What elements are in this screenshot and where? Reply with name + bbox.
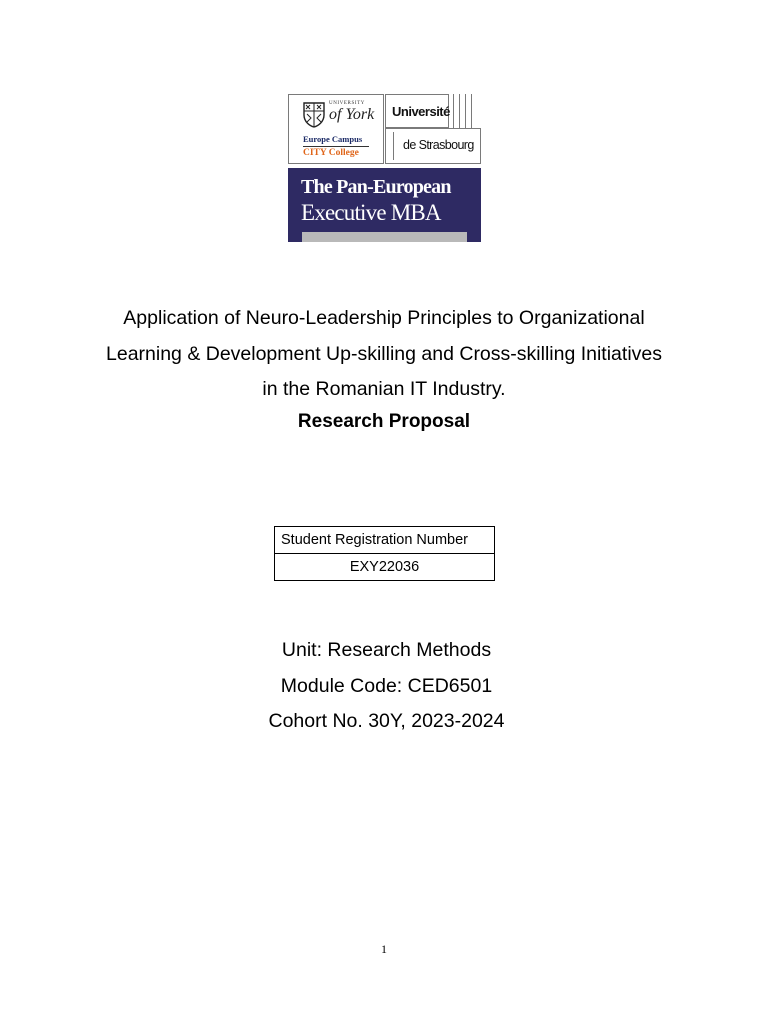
york-divider [303,146,369,147]
document-subtitle: Research Proposal [297,411,471,432]
title-line: Learning & Development Up-skilling and Cross-skilling Initiatives [106,342,662,365]
module-code: Module Code: CED6501 [280,674,493,697]
york-logo [288,94,384,164]
table-row [275,554,495,581]
registration-number: EXY22036 [275,554,495,581]
strasbourg-bar [453,94,454,128]
strasbourg-bar [471,94,472,128]
document-title [0,301,768,408]
title-line: in the Romanian IT Industry. [262,378,506,400]
mba-stripe [302,232,467,242]
york-name: of York [329,106,375,123]
mba-band [288,168,481,242]
registration-label: Student Registration Number [275,527,495,554]
unit-name: Unit: Research Methods [281,639,492,661]
york-crest-icon [303,102,325,128]
york-university-label: UNIVERSITY [329,101,365,106]
strasbourg-top-label: Université [392,104,450,119]
mba-title-line1: The Pan-European [301,176,451,198]
institution-logo [288,94,481,242]
strasbourg-bar [393,132,394,160]
table-row [275,527,495,554]
york-campus-label: Europe Campus [303,134,363,144]
strasbourg-bottom-label: de Strasbourg [403,138,474,152]
page-number: 1 [381,942,387,956]
logo-top-row [288,94,481,166]
strasbourg-bar [465,94,466,128]
strasbourg-logo [385,94,481,164]
strasbourg-bar [459,94,460,128]
cohort-number: Cohort No. 30Y, 2023-2024 [268,710,505,732]
registration-table [274,526,495,581]
title-line: Application of Neuro-Leadership Principles to Organizational [123,307,645,329]
city-college-label: CITY College [303,148,359,158]
unit-info [0,633,768,740]
mba-title-line2: Executive MBA [301,200,441,225]
